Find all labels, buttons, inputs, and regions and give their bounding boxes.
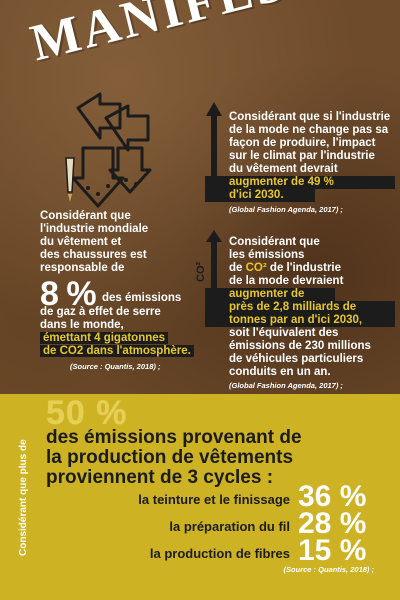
source-note: (Global Fashion Agenda, 2017) ; xyxy=(229,205,343,214)
highlight: tonnes par an d'ici 2030, xyxy=(229,314,363,326)
text-line: Considérant que xyxy=(229,236,320,248)
highlight: augmenter de 49 % xyxy=(229,176,334,188)
highlight: augmenter de xyxy=(229,288,305,300)
text-line: Considérant que si l'industrie xyxy=(229,111,391,123)
text-line: les émissions xyxy=(229,249,305,261)
text-line: conduits en un an. xyxy=(229,366,331,378)
block1-text xyxy=(40,210,170,275)
co2-text: CO² xyxy=(245,262,267,274)
cycle-label: la production de fibres xyxy=(149,546,290,561)
block3-text-2 xyxy=(229,327,397,379)
text-line: sur le climat par l'industrie xyxy=(229,150,375,162)
text-line: de la mode ne change pas sa xyxy=(229,124,389,136)
source-note: (Source : Quantis, 2018) ; xyxy=(70,362,161,371)
cycle-percent: 28 % xyxy=(298,507,367,540)
factory-arrows-icon xyxy=(58,88,158,218)
stat-50-percent: 50 % xyxy=(46,394,128,432)
text-line: des émissions provenant de xyxy=(46,427,302,448)
text-line: responsable de xyxy=(40,262,125,274)
text-line: du vêtement et xyxy=(40,236,122,248)
text-line: proviennent de 3 cycles : xyxy=(46,467,274,488)
highlight: émettant 4 gigatonnes xyxy=(40,332,168,344)
text-line: façon de produire, l'impact xyxy=(229,137,376,149)
text-line: l'industrie mondiale xyxy=(40,223,149,235)
co2-vertical-label: CO² xyxy=(195,261,207,282)
text-line: soit l'équivalent des xyxy=(229,327,339,339)
text-line: dans le monde, xyxy=(40,319,124,331)
highlight: près de 2,8 milliards de xyxy=(229,301,357,313)
block2-highlights xyxy=(205,176,395,202)
cycle-label: la teinture et le finissage xyxy=(138,492,290,507)
text-line: Considérant que xyxy=(40,210,131,222)
text-line: émissions de 230 millions xyxy=(229,340,371,352)
highlight: de CO2 dans l'atmosphère. xyxy=(40,345,194,357)
block1-text-2 xyxy=(40,306,200,358)
highlight: d'ici 2030. xyxy=(229,189,284,201)
text-part: de l'industrie xyxy=(269,262,342,274)
stat-8-percent: 8 % xyxy=(40,275,96,313)
text-line: de véhicules particuliers xyxy=(229,353,364,365)
cycle-label: la préparation du fil xyxy=(169,519,290,534)
block3-highlights xyxy=(205,288,395,327)
stat-suffix: des émissions xyxy=(102,292,182,304)
text-line: la production de vêtements xyxy=(46,447,294,468)
bottom-headline xyxy=(46,428,376,488)
vertical-label: Considérant que plus de xyxy=(18,439,29,556)
text-line: des chaussures est xyxy=(40,249,147,261)
text-line: de gaz à effet de serre xyxy=(40,306,161,318)
cycle-percent: 36 % xyxy=(298,480,367,513)
block3-text xyxy=(229,236,397,288)
block2-text xyxy=(229,111,397,176)
cycle-percent: 15 % xyxy=(298,534,367,567)
source-note: (Global Fashion Agenda, 2017) ; xyxy=(229,381,343,390)
source-note: (Source : Quantis, 2018) ; xyxy=(283,565,374,574)
text-line: de la mode devraient xyxy=(229,275,344,287)
text-part: de xyxy=(229,262,243,274)
text-line: du vêtement devrait xyxy=(229,163,338,175)
